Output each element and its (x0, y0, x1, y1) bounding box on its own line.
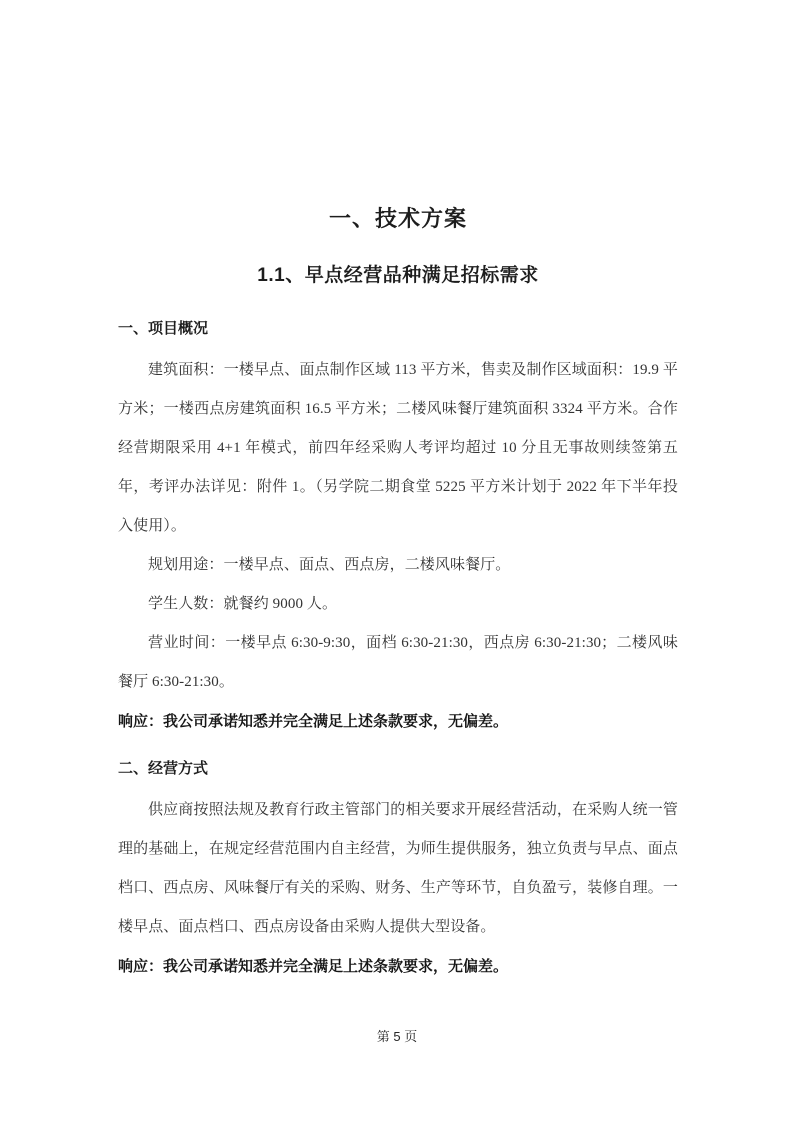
response-statement-operation-mode: 响应：我公司承诺知悉并完全满足上述条款要求，无偏差。 (118, 958, 509, 975)
paragraph-planned-use: 规划用途：一楼早点、面点、西点房，二楼风味餐厅。 (148, 557, 511, 573)
paragraph-operation-mode: 供应商按照法规及教育行政主管部门的相关要求开展经营活动，在采购人统一管理的基础上，在规定经营范围内自主经营，为师生提供服务，独立负责与早点、面点档口、西点房、风味餐厅有关的采购、财务、生产等环节，自负盈亏，装修自理。一楼早点、面点档口、西点房设备由采购人提供大型设备。 (118, 802, 678, 935)
document-subtitle: 1.1、早点经营品种满足招标需求 (257, 265, 539, 286)
section-heading-operation-mode: 二、经营方式 (118, 760, 209, 777)
page-content (118, 0, 678, 986)
paragraph-business-hours: 营业时间：一楼早点 6:30-9:30，面档 6:30-21:30，西点房 6:30-21:30；二楼风味餐厅 6:30-21:30。 (118, 635, 678, 690)
response-statement-project-overview: 响应：我公司承诺知悉并完全满足上述条款要求，无偏差。 (118, 713, 509, 730)
page-footer: 第 5 页 (376, 1029, 418, 1044)
section-heading-project-overview: 一、项目概况 (118, 320, 209, 337)
paragraph-student-count: 学生人数：就餐约 9000 人。 (148, 596, 338, 612)
page-title: 一、技术方案 (328, 206, 467, 231)
paragraph-building-area: 建筑面积：一楼早点、面点制作区域 113 平方米，售卖及制作区域面积：19.9 平方米；一楼西点房建筑面积 16.5 平方米；二楼风味餐厅建筑面积 3324 平方米。合作经营期限采用 4+1 年模式，前四年经采购人考评均超过 10 分且无事故则续签第五年，考评办法详见：附件 1。（另学院二期食堂 5225 平方米计划于 2022 年下半年投入使用）。 (118, 362, 678, 534)
